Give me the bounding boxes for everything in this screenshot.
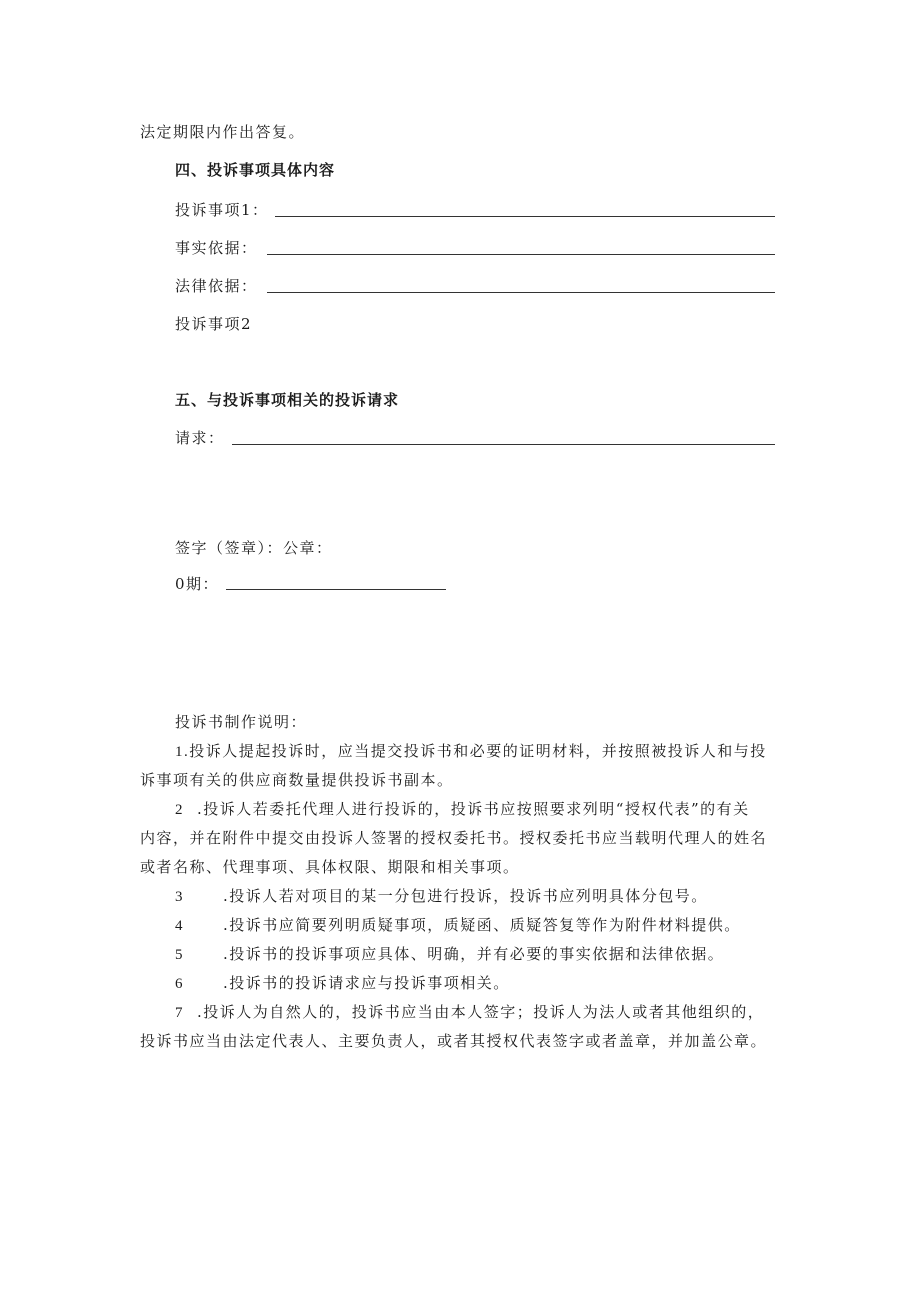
instruction-item-2	[175, 799, 750, 820]
instruction-item-6	[175, 973, 510, 994]
instruction-number: 5	[175, 947, 184, 963]
section5-heading: 五、与投诉事项相关的投诉请求	[175, 391, 400, 409]
instruction-number: 3	[175, 889, 184, 905]
instruction-item-5	[175, 944, 724, 965]
instruction-text: .投诉书应简要列明质疑事项，质疑函、质疑答复等作为附件材料提供。	[223, 916, 741, 934]
instruction-item-1	[175, 741, 767, 762]
legal-basis-label: 法律依据：	[175, 277, 258, 295]
instruction-item-1-cont: 诉事项有关的供应商数量提供投诉书副本。	[140, 771, 454, 789]
instruction-item-3	[175, 886, 708, 907]
instruction-number: 2	[175, 802, 184, 818]
complaint-item2-label: 投诉事项2	[175, 315, 253, 333]
instruction-text: .投诉人若对项目的某一分包进行投诉，投诉书应列明具体分包号。	[223, 887, 708, 905]
instructions-title: 投诉书制作说明：	[175, 713, 308, 731]
instruction-item-7	[175, 1002, 764, 1023]
complaint-item1-field[interactable]	[275, 216, 775, 217]
instruction-item-4	[175, 915, 741, 936]
instruction-item-2-cont1: 内容，并在附件中提交由投诉人签署的授权委托书。授权委托书应当载明代理人的姓名	[140, 829, 768, 847]
instruction-text: .投诉人若委托代理人进行投诉的，投诉书应按照要求列明“授权代表”的有关	[197, 800, 750, 818]
section3-tail-text: 法定期限内作出答复。	[140, 123, 306, 141]
legal-basis-field[interactable]	[267, 292, 775, 293]
instruction-item-2-cont2: 或者名称、代理事项、具体权限、期限和相关事项。	[140, 858, 520, 876]
instruction-number: 4	[175, 918, 184, 934]
date-field[interactable]	[226, 589, 446, 590]
signature-label: 签字（签章）：公章：	[175, 539, 333, 557]
instruction-number: 1.	[175, 744, 190, 760]
complaint-item1-label: 投诉事项1：	[175, 201, 269, 219]
date-label: 0期：	[175, 575, 220, 593]
instruction-item-7-cont: 投诉书应当由法定代表人、主要负责人，或者其授权代表签字或者盖章，并加盖公章。	[140, 1032, 768, 1050]
instruction-text: .投诉人为自然人的，投诉书应当由本人签字；投诉人为法人或者其他组织的，	[197, 1003, 765, 1021]
instruction-number: 7	[175, 1005, 184, 1021]
request-label: 请求：	[175, 429, 225, 447]
request-field[interactable]	[232, 444, 775, 445]
instruction-text: 投诉人提起投诉时，应当提交投诉书和必要的证明材料，并按照被投诉人和与投	[189, 742, 767, 760]
instruction-text: .投诉书的投诉请求应与投诉事项相关。	[223, 974, 510, 992]
section4-heading: 四、投诉事项具体内容	[175, 161, 336, 179]
instruction-number: 6	[175, 976, 184, 992]
fact-basis-field[interactable]	[267, 254, 775, 255]
instruction-text: .投诉书的投诉事项应具体、明确，并有必要的事实依据和法律依据。	[223, 945, 725, 963]
fact-basis-label: 事实依据：	[175, 239, 258, 257]
